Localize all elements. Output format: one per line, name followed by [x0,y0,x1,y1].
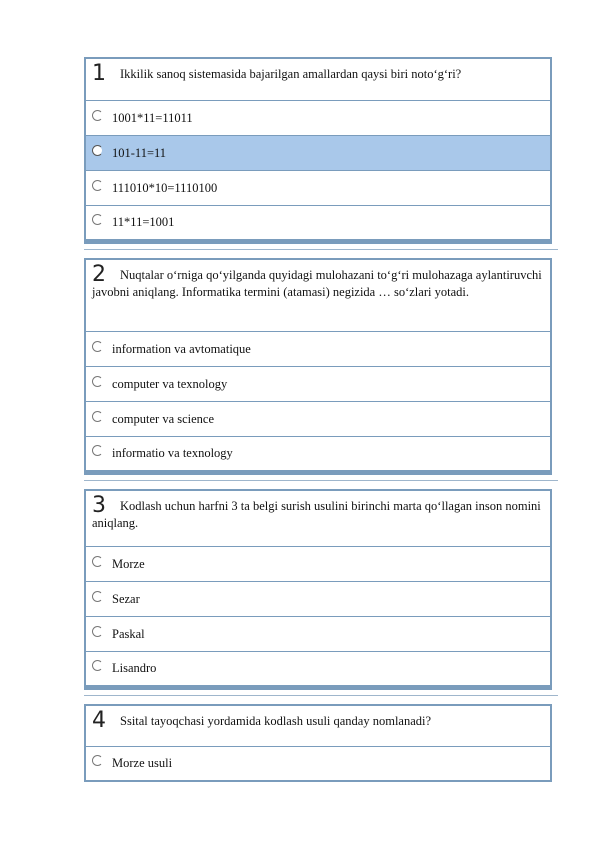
answer-option[interactable] [84,437,552,472]
question-text: Nuqtalar o‘rniga qo‘yilganda quyidagi mulohazani to‘g‘ri mulohazaga aylantiruvchi javobni aniqlang. Informatika termini (atamasi) negizida … so‘zlari yotadi. [92,268,542,299]
radio-button-icon[interactable] [92,660,103,671]
radio-button-icon[interactable] [92,376,103,387]
question-number: 3 [92,493,106,518]
question-1 [84,57,552,241]
radio-button-icon[interactable] [92,341,103,352]
answer-label: 1001*11=11011 [112,110,193,125]
question-text: Ssital tayoqchasi yordamida kodlash usuli qanday nomlanadi? [120,714,432,728]
answer-option[interactable] [84,332,552,367]
question-text: Kodlash uchun harfni 3 ta belgi surish usulini birinchi marta qo‘llagan inson nomini aniqlang. [92,499,541,530]
answer-option-selected[interactable] [84,136,552,171]
answer-option[interactable] [84,101,552,136]
question-header [84,57,552,101]
question-header [84,489,552,547]
answer-label: informatio va texnology [112,446,233,460]
answer-label: 111010*10=1110100 [112,180,218,195]
radio-button-icon[interactable] [92,556,103,567]
answer-label: information va avtomatique [112,341,251,356]
answer-option[interactable] [84,547,552,582]
question-number: 2 [92,262,106,287]
radio-button-icon[interactable] [92,214,103,225]
answer-option[interactable] [84,617,552,652]
radio-button-icon[interactable] [92,145,103,156]
question-3 [84,489,552,687]
answer-option[interactable] [84,402,552,437]
question-4 [84,704,552,782]
question-number: 1 [92,61,106,86]
answer-option[interactable] [84,206,552,241]
question-text: Ikkilik sanoq sistemasida bajarilgan amallardan qaysi biri noto‘g‘ri? [120,67,462,81]
radio-button-icon[interactable] [92,180,103,191]
answer-label: 11*11=1001 [112,215,175,229]
radio-button-icon[interactable] [92,591,103,602]
question-number: 4 [92,708,106,733]
radio-button-icon[interactable] [92,110,103,121]
answer-option[interactable] [84,652,552,687]
answer-label: Lisandro [112,661,157,675]
answer-label: computer va science [112,411,215,426]
question-header [84,258,552,332]
question-2 [84,258,552,472]
answer-option[interactable] [84,747,552,782]
answer-label: 101-11=11 [112,145,167,160]
radio-button-icon[interactable] [92,626,103,637]
answer-option[interactable] [84,367,552,402]
question-header [84,704,552,747]
answer-option[interactable] [84,171,552,206]
answer-label: Morze [112,556,145,571]
radio-button-icon[interactable] [92,445,103,456]
answer-option[interactable] [84,582,552,617]
radio-button-icon[interactable] [92,755,103,766]
radio-button-icon[interactable] [92,411,103,422]
answer-label: Sezar [112,591,140,606]
answer-label: Paskal [112,626,145,641]
answer-label: computer va texnology [112,376,228,391]
answer-label: Morze usuli [112,756,173,770]
